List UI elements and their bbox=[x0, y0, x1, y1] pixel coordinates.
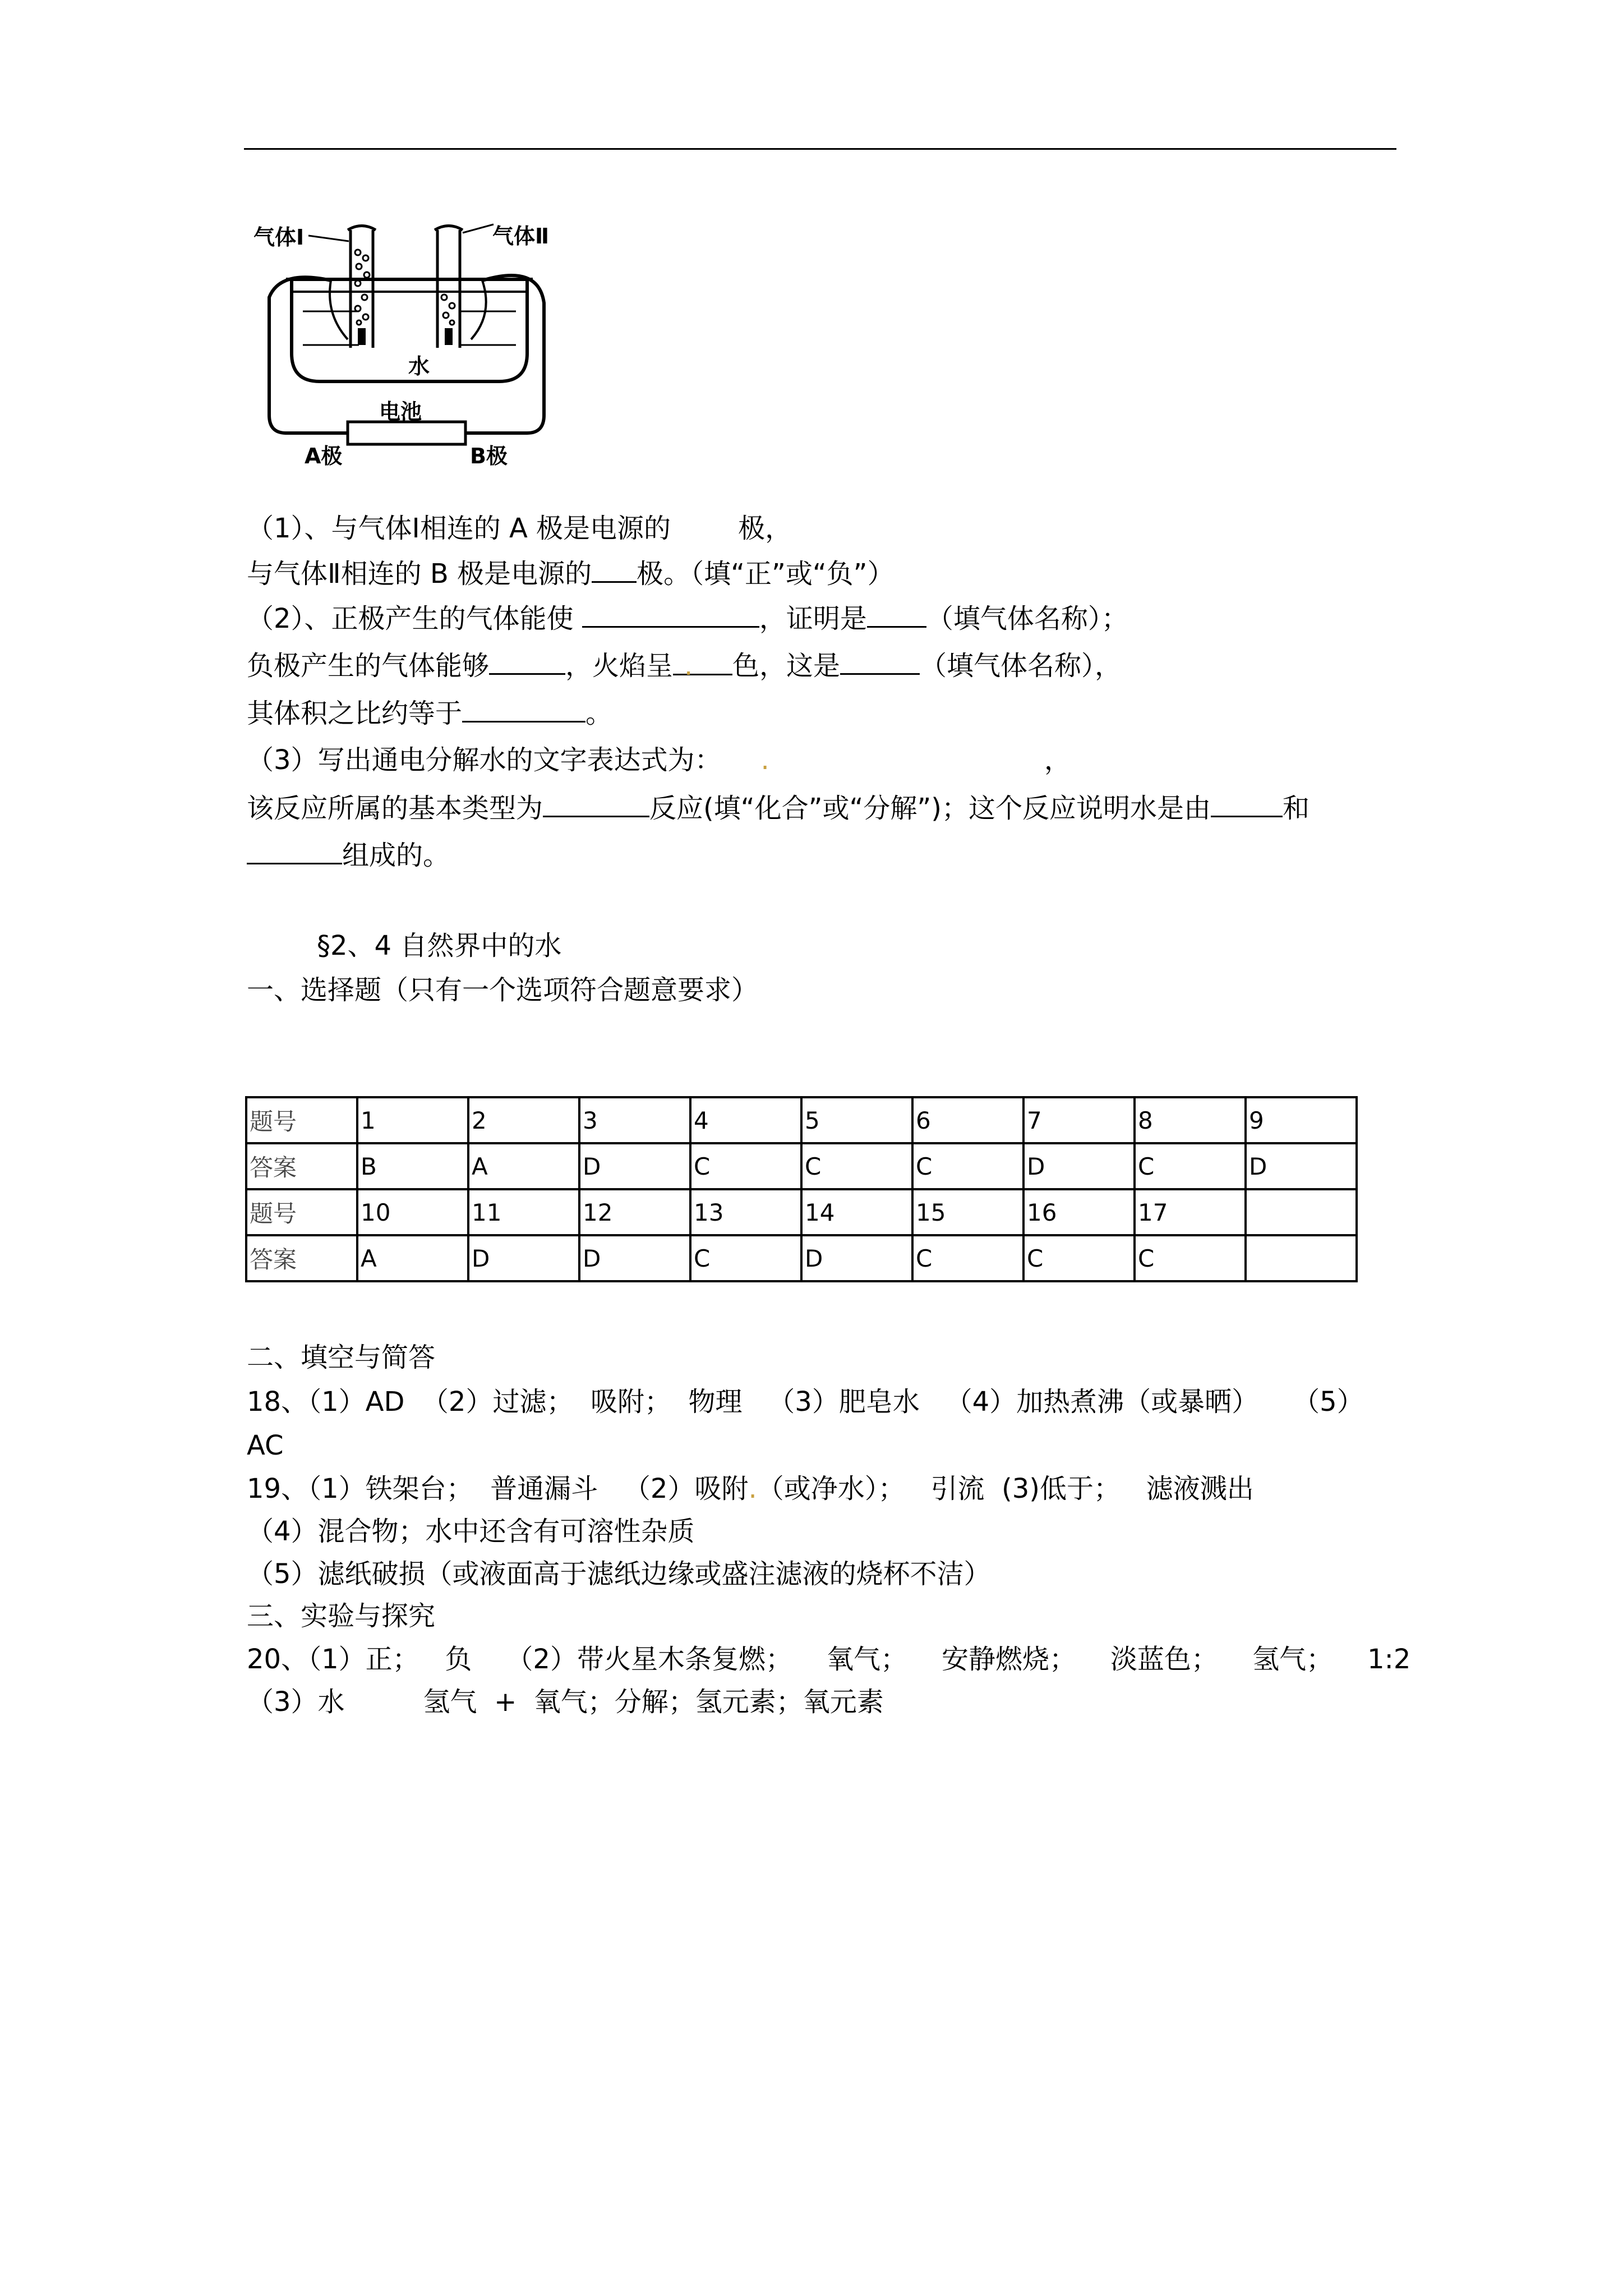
table-cell: C bbox=[912, 1235, 1023, 1281]
answer-19a-part2: （或净水）； 引流 (3)低于； 滤液溅出 bbox=[757, 1473, 1254, 1504]
pole-a-label: A极 bbox=[305, 444, 343, 468]
question-3c bbox=[247, 838, 450, 872]
table-cell: 9 bbox=[1246, 1097, 1357, 1143]
answer-19b: （4）混合物；水中还含有可溶性杂质 bbox=[247, 1516, 695, 1547]
pole-b-label: B极 bbox=[470, 444, 508, 468]
q3a-text: （3）写出通电分解水的文字表达式为： bbox=[247, 744, 722, 776]
table-cell: B bbox=[357, 1143, 468, 1189]
table-cell: 1 bbox=[357, 1097, 468, 1143]
dot-mark: . bbox=[748, 1473, 757, 1504]
answer-18a: 18、（1）AD （2）过滤； 吸附； 物理 （3）肥皂水 （4）加热煮沸（或暴晒） （5） bbox=[247, 1386, 1364, 1418]
part1-title: 一、选择题（只有一个选项符合题意要求） bbox=[247, 974, 759, 1006]
question-1a bbox=[247, 512, 792, 545]
table-cell: A bbox=[357, 1235, 468, 1281]
table-cell: C bbox=[912, 1143, 1023, 1189]
table-cell: 12 bbox=[579, 1189, 690, 1235]
blank bbox=[489, 648, 565, 675]
table-cell: 5 bbox=[801, 1097, 912, 1143]
answer-20a: 20、（1）正； 负 （2）带火星木条复燃； 氧气； 安静燃烧； 淡蓝色； 氢气； 1:2 bbox=[247, 1644, 1411, 1675]
table-row bbox=[246, 1143, 1357, 1189]
answer-20b-part2: 氢气 + 氧气；分解；氢元素；氧元素 bbox=[423, 1686, 884, 1718]
table-row bbox=[246, 1097, 1357, 1143]
table-cell: 8 bbox=[1135, 1097, 1246, 1143]
table-cell: 答案 bbox=[246, 1143, 357, 1189]
q3c-tail: 组成的。 bbox=[342, 840, 450, 871]
table-cell: D bbox=[1023, 1143, 1135, 1189]
table-cell: A bbox=[468, 1143, 579, 1189]
table-cell: 题号 bbox=[246, 1097, 357, 1143]
question-2b bbox=[247, 648, 1122, 683]
table-cell: 17 bbox=[1135, 1189, 1246, 1235]
q3b-tail: 和 bbox=[1282, 793, 1310, 824]
table-cell: 2 bbox=[468, 1097, 579, 1143]
blank bbox=[840, 648, 920, 675]
question-1b bbox=[247, 556, 895, 591]
blank bbox=[673, 649, 732, 682]
table-cell: 7 bbox=[1023, 1097, 1135, 1143]
battery-label: 电池 bbox=[379, 399, 422, 424]
dot-mark: . bbox=[684, 650, 693, 682]
question-2a bbox=[247, 601, 1128, 636]
table-cell: 6 bbox=[912, 1097, 1023, 1143]
table-cell: D bbox=[1246, 1143, 1357, 1189]
electrolysis-figure bbox=[247, 213, 572, 471]
table-cell: 题号 bbox=[246, 1189, 357, 1235]
dot-mark: . bbox=[760, 744, 769, 776]
table-cell: 3 bbox=[579, 1097, 690, 1143]
q1b-text: 与气体Ⅱ相连的 B 极是电源的 bbox=[247, 558, 592, 590]
table-cell: 答案 bbox=[246, 1235, 357, 1281]
q3b-mid: 反应(填“化合”或“分解”)；这个反应说明水是由 bbox=[649, 793, 1211, 824]
table-cell bbox=[1246, 1235, 1357, 1281]
table-cell: 4 bbox=[690, 1097, 801, 1143]
table-row bbox=[246, 1189, 1357, 1235]
answer-20b bbox=[247, 1685, 884, 1719]
table-cell: 11 bbox=[468, 1189, 579, 1235]
blank bbox=[462, 696, 585, 723]
q2a-text: （2）、正极产生的气体能使 bbox=[247, 603, 574, 634]
blank bbox=[592, 556, 637, 583]
answer-20b-part1: （3）水 bbox=[247, 1686, 345, 1718]
q2a-tail: （填气体名称）； bbox=[926, 603, 1128, 634]
part2-title: 二、填空与简答 bbox=[247, 1342, 436, 1373]
table-cell: 16 bbox=[1023, 1189, 1135, 1235]
q2b-mid2: 色，这是 bbox=[732, 650, 841, 682]
question-2c bbox=[247, 696, 612, 730]
table-cell: 15 bbox=[912, 1189, 1023, 1235]
table-cell: D bbox=[801, 1235, 912, 1281]
table-cell: C bbox=[690, 1143, 801, 1189]
answer-19a bbox=[247, 1472, 1254, 1506]
table-cell: C bbox=[801, 1143, 912, 1189]
table-cell: C bbox=[1135, 1235, 1246, 1281]
water-label: 水 bbox=[408, 354, 430, 379]
table-cell: 10 bbox=[357, 1189, 468, 1235]
table-cell: D bbox=[579, 1143, 690, 1189]
table-cell: D bbox=[579, 1235, 690, 1281]
q1a-tail: 极， bbox=[738, 513, 792, 544]
question-3b bbox=[247, 791, 1310, 825]
table-cell: 14 bbox=[801, 1189, 912, 1235]
q2a-mid: ，证明是 bbox=[759, 603, 867, 634]
blank bbox=[867, 601, 926, 628]
question-3a bbox=[247, 743, 1071, 777]
blank bbox=[1211, 791, 1283, 817]
gas2-label: 气体Ⅱ bbox=[492, 224, 550, 249]
q2b-mid1: ，火焰呈 bbox=[565, 650, 674, 682]
table-cell: C bbox=[1135, 1143, 1246, 1189]
table-cell: 13 bbox=[690, 1189, 801, 1235]
header-rule bbox=[244, 148, 1396, 150]
table-cell: C bbox=[1023, 1235, 1135, 1281]
answer-19c: （5）滤纸破损（或液面高于滤纸边缘或盛注滤液的烧杯不洁） bbox=[247, 1558, 991, 1590]
q3a-tail: ， bbox=[1044, 744, 1071, 776]
q2c-tail: 。 bbox=[585, 698, 613, 729]
table-cell bbox=[1246, 1189, 1357, 1235]
part3-title: 三、实验与探究 bbox=[247, 1600, 436, 1632]
table-row bbox=[246, 1235, 1357, 1281]
answer-18b: AC bbox=[247, 1430, 284, 1461]
blank bbox=[247, 838, 342, 864]
table-cell: D bbox=[468, 1235, 579, 1281]
answer-table bbox=[245, 1096, 1358, 1282]
section-title: §2、4 自然界中的水 bbox=[317, 930, 562, 961]
q1a-text: （1）、与气体Ⅰ相连的 A 极是电源的 bbox=[247, 513, 671, 544]
gas1-label: 气体Ⅰ bbox=[253, 225, 305, 250]
q2b-tail: （填气体名称）， bbox=[920, 650, 1122, 682]
q2b-text: 负极产生的气体能够 bbox=[247, 650, 490, 682]
q3b-text: 该反应所属的基本类型为 bbox=[247, 793, 543, 824]
blank bbox=[582, 601, 759, 628]
q2c-text: 其体积之比约等于 bbox=[247, 698, 463, 729]
blank bbox=[543, 791, 649, 817]
q1b-tail: 极。（填“正”或“负”） bbox=[637, 558, 895, 590]
answer-19a-part1: 19、（1）铁架台； 普通漏斗 （2）吸附 bbox=[247, 1473, 749, 1504]
table-cell: C bbox=[690, 1235, 801, 1281]
